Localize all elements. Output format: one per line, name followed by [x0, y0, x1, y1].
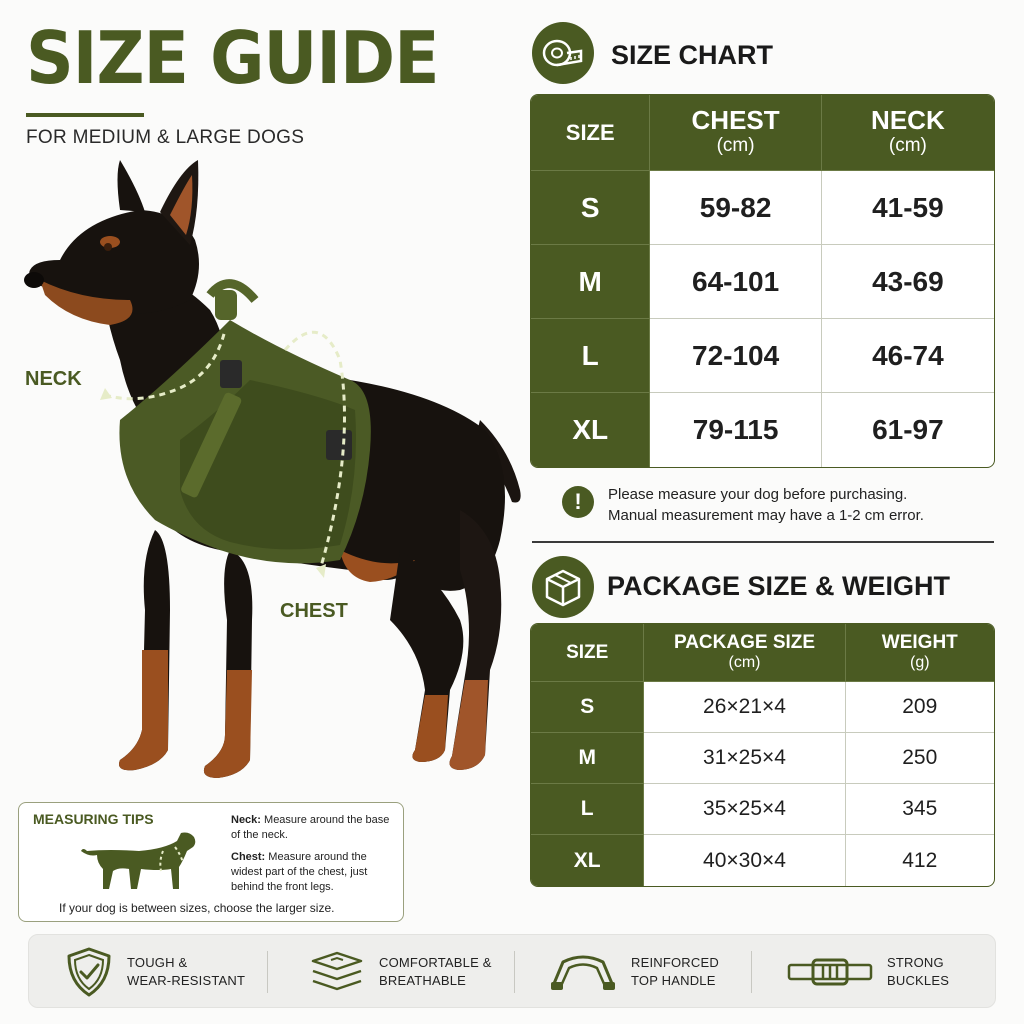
feature-tough-line2: WEAR-RESISTANT — [127, 973, 246, 988]
tips-note: If your dog is between sizes, choose the larger size. — [59, 901, 335, 915]
size-chart-table — [530, 94, 995, 468]
table-row — [531, 835, 994, 886]
neck-label: NECK — [25, 368, 82, 390]
handle-icon — [549, 952, 617, 992]
measuring-tips-title: MEASURING TIPS — [33, 811, 154, 827]
table-row — [531, 784, 994, 835]
feature-buckles-line1: STRONG — [887, 955, 944, 970]
layers-icon — [309, 949, 365, 995]
page-subtitle: FOR MEDIUM & LARGE DOGS — [26, 127, 305, 148]
package-size-cell: 26×21×4 — [644, 682, 845, 733]
dog-with-harness-image — [20, 150, 530, 800]
size-header: SIZE — [531, 624, 644, 682]
feature-buckles-line2: BUCKLES — [887, 973, 950, 988]
size-cell: L — [531, 784, 644, 835]
tips-neck: Neck: Measure around the base of the neck. — [231, 814, 390, 841]
measuring-tips-box — [18, 802, 404, 922]
exclamation-icon: ! — [562, 486, 594, 518]
section-divider — [532, 541, 994, 543]
size-cell: XL — [531, 393, 650, 467]
tips-chest: Chest: Measure around the widest part of the chest, just behind the front legs. — [231, 851, 368, 893]
table-row — [531, 245, 994, 319]
table-row — [531, 682, 994, 733]
dog-silhouette-icon — [79, 831, 199, 893]
size-cell: M — [531, 733, 644, 784]
feature-tough-line1: TOUGH & — [127, 955, 188, 970]
table-row — [531, 733, 994, 784]
weight-cell: 345 — [846, 784, 994, 835]
table-row — [531, 171, 994, 245]
table-row — [531, 393, 994, 467]
feature-separator — [751, 951, 752, 993]
size-cell: S — [531, 171, 650, 245]
table-header-row — [531, 95, 994, 171]
chest-label: CHEST — [280, 600, 348, 622]
measuring-tape-icon — [532, 22, 594, 84]
feature-separator — [514, 951, 515, 993]
size-cell: M — [531, 245, 650, 319]
weight-cell: 209 — [846, 682, 994, 733]
features-bar — [28, 934, 996, 1008]
chest-header: CHEST (cm) — [650, 95, 821, 171]
feature-handle — [549, 935, 719, 1009]
weight-cell: 250 — [846, 733, 994, 784]
package-size-cell: 31×25×4 — [644, 733, 845, 784]
shield-check-icon — [65, 946, 113, 998]
feature-comfortable — [309, 935, 492, 1009]
size-header: SIZE — [531, 95, 650, 171]
weight-cell: 412 — [902, 848, 938, 872]
neck-cell: 41-59 — [822, 171, 994, 245]
weight-header: WEIGHT (g) — [846, 624, 994, 682]
chest-cell: 79-115 — [650, 393, 821, 467]
buckle-icon — [787, 957, 873, 987]
feature-comfortable-line2: BREATHABLE — [379, 973, 467, 988]
package-chart-table — [530, 623, 995, 887]
feature-buckles — [787, 935, 949, 1009]
box-icon — [532, 556, 594, 618]
package-size-cell: 40×30×4 — [644, 835, 845, 886]
size-chart-title: SIZE CHART — [611, 40, 773, 70]
size-cell: XL — [531, 835, 644, 886]
notice-line-2: Manual measurement may have a 1-2 cm error. — [608, 507, 924, 524]
feature-handle-line2: TOP HANDLE — [631, 973, 716, 988]
neck-header: NECK (cm) — [822, 95, 994, 171]
package-size-cell: 35×25×4 — [644, 784, 845, 835]
page-title: SIZE GUIDE — [26, 16, 439, 100]
neck-cell: 43-69 — [822, 245, 994, 319]
notice-line-1: Please measure your dog before purchasing. — [608, 486, 908, 503]
title-underline — [26, 113, 144, 117]
feature-separator — [267, 951, 268, 993]
package-chart-title: PACKAGE SIZE & WEIGHT — [607, 571, 951, 601]
table-header-row — [531, 624, 994, 682]
table-row — [531, 319, 994, 393]
neck-cell: 46-74 — [822, 319, 994, 393]
chest-cell: 59-82 — [650, 171, 821, 245]
size-cell: L — [531, 319, 650, 393]
size-cell: S — [531, 682, 644, 733]
dog-illustration — [20, 150, 530, 800]
feature-tough — [65, 935, 245, 1009]
neck-cell: 61-97 — [872, 414, 944, 445]
chest-cell: 72-104 — [650, 319, 821, 393]
feature-comfortable-line1: COMFORTABLE & — [379, 955, 492, 970]
feature-handle-line1: REINFORCED — [631, 955, 719, 970]
package-size-header: PACKAGE SIZE (cm) — [644, 624, 845, 682]
chest-cell: 64-101 — [650, 245, 821, 319]
